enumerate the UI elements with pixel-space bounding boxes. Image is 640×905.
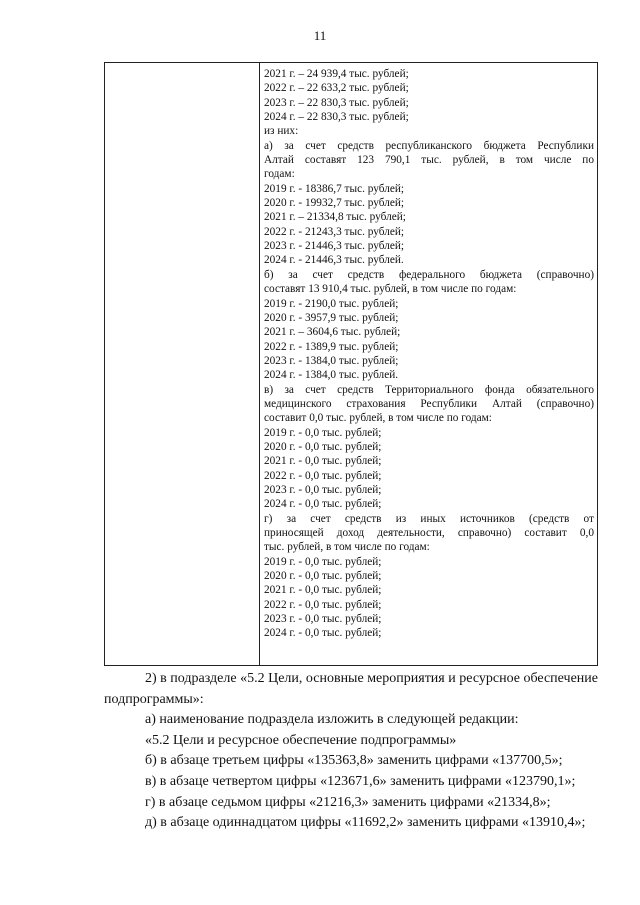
- table-line: 2022 г. - 21243,3 тыс. рублей;: [264, 225, 405, 238]
- item-2: 2) в подразделе «5.2 Цели, основные мероприятия и ресурсное обеспечение подпрограммы»:: [104, 671, 598, 707]
- item-a: а) наименование подраздела изложить в следующей редакции:: [145, 712, 519, 728]
- table-line: медицинского страхования Республики Алтай (справочно): [264, 397, 594, 410]
- table-line: 2019 г. - 0,0 тыс. рублей;: [264, 555, 382, 568]
- table-line: 2022 г. – 22 633,2 тыс. рублей;: [264, 82, 409, 95]
- table-line: 2022 г. - 0,0 тыс. рублей;: [264, 469, 382, 482]
- table-left-cell: [105, 63, 260, 665]
- item-a-quote: «5.2 Цели и ресурсное обеспечение подпрограммы»: [145, 732, 457, 748]
- table-line: из них:: [264, 125, 299, 138]
- table-line: 2021 г. - 0,0 тыс. рублей;: [264, 584, 382, 597]
- table-line: б) за счет средств федерального бюджета (справочно): [264, 268, 594, 281]
- table-line: 2019 г. - 2190,0 тыс. рублей;: [264, 297, 399, 310]
- lines-c: [264, 411, 594, 511]
- table-line: 2024 г. - 0,0 тыс. рублей;: [264, 627, 382, 640]
- table-line: Алтай составят 123 790,1 тыс. рублей, в том числе по: [264, 154, 594, 167]
- lines-d: [264, 540, 594, 640]
- table-line: 2019 г. - 18386,7 тыс. рублей;: [264, 182, 405, 195]
- table-line: в) за счет средств Территориального фонда обязательного: [264, 383, 594, 396]
- table-line: 2024 г. – 22 830,3 тыс. рублей;: [264, 111, 409, 124]
- lines-a: [264, 67, 594, 139]
- table-line: г) за счет средств из иных источников (средств от: [264, 512, 594, 525]
- para-d: [264, 512, 594, 541]
- funding-table: [104, 62, 598, 666]
- table-line: 2020 г. - 3957,9 тыс. рублей;: [264, 311, 399, 324]
- para-b: [264, 268, 594, 282]
- table-line: а) за счет средств республиканского бюджета Республики: [264, 139, 594, 152]
- table-line: 2020 г. - 19932,7 тыс. рублей;: [264, 197, 405, 210]
- table-line: 2021 г. - 0,0 тыс. рублей;: [264, 455, 382, 468]
- table-line: 2023 г. - 21446,3 тыс. рублей;: [264, 240, 405, 253]
- table-line: составит 0,0 тыс. рублей, в том числе по годам:: [264, 412, 492, 425]
- table-line: приносящей доход деятельности, справочно) составит 0,0: [264, 527, 594, 539]
- table-line: 2021 г. – 3604,6 тыс. рублей;: [264, 326, 401, 339]
- table-line: 2022 г. - 0,0 тыс. рублей;: [264, 598, 382, 611]
- item-v: в) в абзаце четвертом цифры «123671,6» заменить цифрами «123790,1»;: [145, 773, 576, 789]
- lines-b: [264, 282, 594, 382]
- table-line: 2022 г. - 1389,9 тыс. рублей;: [264, 340, 399, 353]
- table-line: 2021 г. – 21334,8 тыс. рублей;: [264, 211, 406, 224]
- table-line: 2019 г. - 0,0 тыс. рублей;: [264, 426, 382, 439]
- table-line: 2020 г. - 0,0 тыс. рублей;: [264, 570, 382, 583]
- item-d: д) в абзаце одиннадцатом цифры «11692,2» заменить цифрами «13910,4»;: [145, 815, 586, 831]
- table-line: 2024 г. - 0,0 тыс. рублей;: [264, 498, 382, 511]
- table-line: годам:: [264, 168, 295, 181]
- para-c: [264, 383, 594, 412]
- table-line: 2024 г. - 21446,3 тыс. рублей.: [264, 254, 404, 267]
- table-line: 2021 г. – 24 939,4 тыс. рублей;: [264, 68, 409, 80]
- amendments-text: [104, 669, 598, 834]
- item-g: г) в абзаце седьмом цифры «21216,3» заменить цифрами «21334,8»;: [145, 794, 551, 810]
- table-right-cell: [260, 63, 597, 665]
- item-b: б) в абзаце третьем цифры «135363,8» заменить цифрами «137700,5»;: [145, 753, 563, 769]
- table-line: тыс. рублей, в том числе по годам:: [264, 541, 430, 554]
- table-line: 2024 г. - 1384,0 тыс. рублей.: [264, 369, 399, 382]
- lines-a2: [264, 167, 594, 267]
- table-line: 2020 г. - 0,0 тыс. рублей;: [264, 440, 382, 453]
- table-line: 2023 г. - 0,0 тыс. рублей;: [264, 613, 382, 626]
- table-line: 2023 г. – 22 830,3 тыс. рублей;: [264, 96, 409, 109]
- table-line: 2023 г. - 0,0 тыс. рублей;: [264, 483, 382, 496]
- para-a: [264, 139, 594, 168]
- page-number: 11: [313, 28, 327, 43]
- table-line: 2023 г. - 1384,0 тыс. рублей;: [264, 354, 399, 367]
- table-line: составят 13 910,4 тыс. рублей, в том числе по годам:: [264, 283, 517, 296]
